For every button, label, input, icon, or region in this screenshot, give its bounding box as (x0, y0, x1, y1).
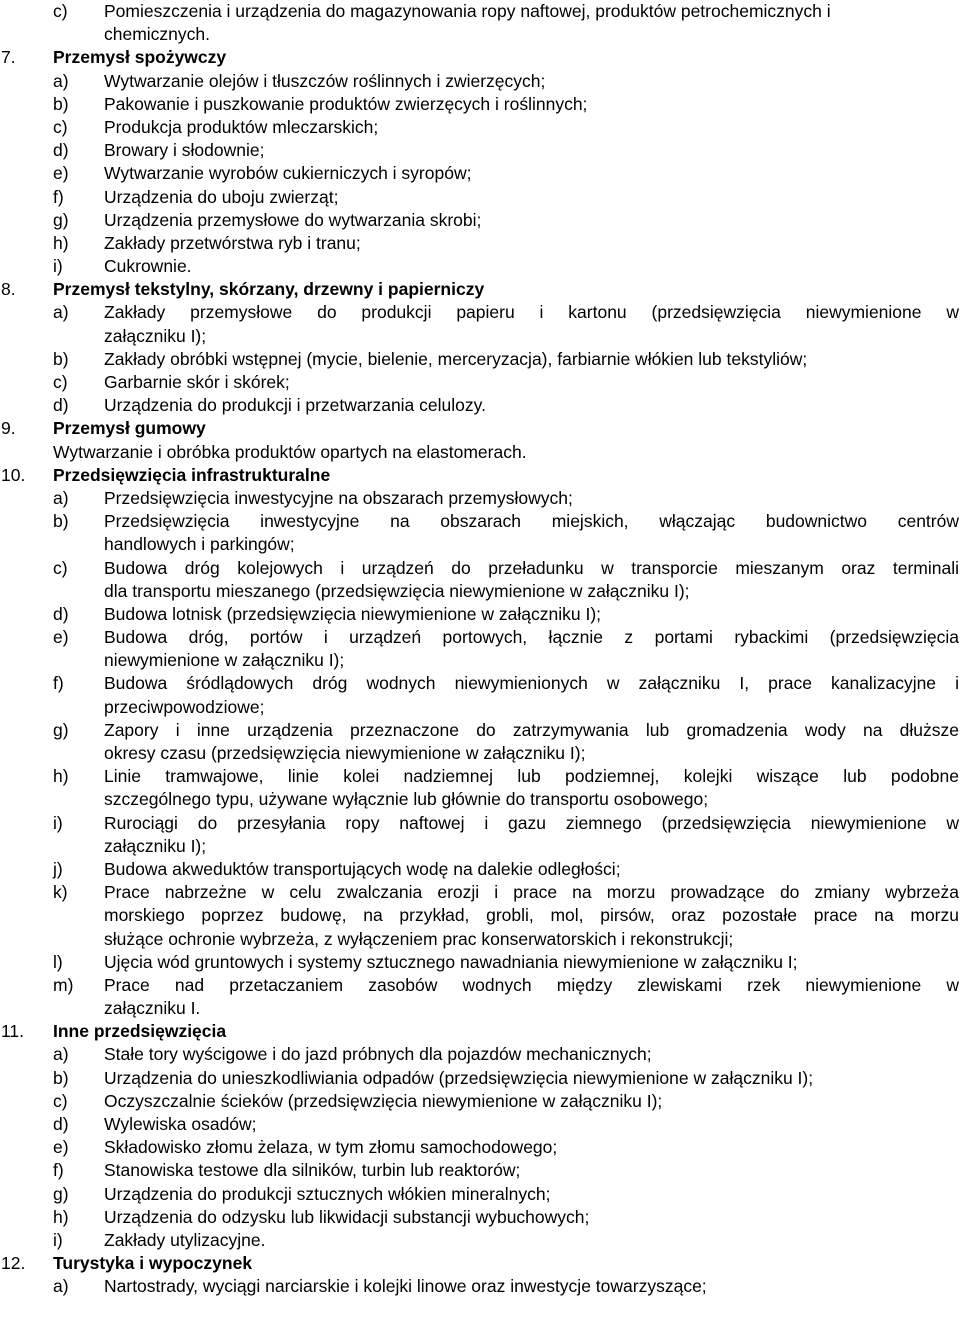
list-item (0, 812, 960, 835)
section-heading (0, 1252, 960, 1275)
list-item-letter: b) (53, 1067, 69, 1088)
list-item-continuation-text: przeciwpowodziowe; (104, 696, 265, 717)
list-item-text: Linie tramwajowe, linie kolei nadziemnej lub podziemnej, kolejki wiszące lub podobne (104, 766, 959, 787)
list-item-text: Pakowanie i puszkowanie produktów zwierzęcych i roślinnych; (104, 93, 588, 114)
list-item-letter: b) (53, 348, 69, 369)
list-item (0, 765, 960, 788)
list-item-continuation-text: morskiego poprzez budowę, na przykład, grobli, mol, pirsów, oraz pozostałe prace na morzu (104, 905, 959, 926)
list-item-continuation (0, 788, 960, 811)
list-item (0, 1275, 960, 1298)
list-item-letter: i) (53, 812, 63, 833)
list-item-text: Stałe tory wyścigowe i do jazd próbnych dla pojazdów mechanicznych; (104, 1044, 652, 1065)
list-item-text: Urządzenia do produkcji i przetwarzania celulozy. (104, 395, 486, 416)
list-item (0, 1067, 960, 1090)
list-item-text: Budowa dróg kolejowych i urządzeń do przeładunku w transporcie mieszanym oraz terminali (104, 557, 959, 578)
list-item-letter: m) (53, 974, 74, 995)
list-item-letter: c) (53, 557, 68, 578)
list-item (0, 881, 960, 904)
list-item-letter: g) (53, 1183, 69, 1204)
list-item-text: Przedsięwzięcia inwestycyjne na obszarach miejskich, włączając budownictwo centrów (104, 511, 959, 532)
list-item (0, 1229, 960, 1252)
list-item-continuation-text: dla transportu mieszanego (przedsięwzięcia niewymienione w załączniku I); (104, 580, 690, 601)
list-item-letter: h) (53, 232, 69, 253)
list-item (0, 951, 960, 974)
list-item-continuation (0, 742, 960, 765)
list-item (0, 186, 960, 209)
list-item-letter: f) (53, 673, 64, 694)
list-item-letter: h) (53, 1206, 69, 1227)
list-item (0, 209, 960, 232)
list-item (0, 1159, 960, 1182)
list-item (0, 0, 960, 23)
list-item-text: Wylewiska osadów; (104, 1114, 257, 1134)
list-item-letter: c) (53, 1, 68, 21)
list-item-continuation (0, 696, 960, 719)
list-item-text: Zakłady utylizacyjne. (104, 1229, 266, 1250)
section-number: 8. (1, 279, 16, 300)
section-number: 12. (1, 1253, 26, 1274)
list-item-letter: f) (53, 186, 64, 207)
list-item-text: Rurociągi do przesyłania ropy naftowej i gazu ziemnego (przedsięwzięcia niewymienione w (104, 812, 959, 833)
list-item-letter: i) (53, 1229, 63, 1250)
list-item-text: Urządzenia do uboju zwierząt; (104, 186, 339, 207)
list-item-letter: d) (53, 140, 69, 161)
section-title: Przemysł spożywczy (53, 47, 227, 68)
list-item-continuation (0, 997, 960, 1020)
list-item-text: Produkcja produktów mleczarskich; (104, 116, 379, 137)
list-item-continuation-text: chemicznych. (104, 24, 211, 45)
list-item-letter: a) (53, 302, 69, 323)
list-item (0, 1183, 960, 1206)
list-item (0, 139, 960, 162)
list-item-text: Urządzenia do unieszkodliwiania odpadów (przedsięwzięcia niewymienione w załączniku I); (104, 1067, 814, 1088)
section-title: Przedsięwzięcia infrastrukturalne (53, 464, 331, 485)
section-heading (0, 1020, 960, 1043)
list-item (0, 301, 960, 324)
list-item-letter: h) (53, 766, 69, 787)
list-item-continuation (0, 649, 960, 672)
list-item-continuation (0, 928, 960, 951)
list-item-text: Stanowiska testowe dla silników, turbin lub reaktorów; (104, 1160, 521, 1181)
list-item-letter: g) (53, 719, 69, 740)
list-item-text: Pomieszczenia i urządzenia do magazynowania ropy naftowej, produktów petrochemicznych i (104, 1, 831, 21)
list-item-text: Urządzenia do produkcji sztucznych włókien mineralnych; (104, 1183, 551, 1204)
section-title: Inne przedsięwzięcia (53, 1021, 227, 1042)
list-item (0, 255, 960, 278)
section-number: 7. (1, 47, 16, 68)
section-description (0, 441, 960, 464)
list-item (0, 1090, 960, 1113)
section-description-text: Wytwarzanie i obróbka produktów opartych na elastomerach. (53, 441, 527, 462)
list-item (0, 603, 960, 626)
list-item-letter: a) (53, 1044, 69, 1065)
list-item-text: Budowa lotnisk (przedsięwzięcia niewymienione w załączniku I); (104, 603, 602, 624)
list-item-text: Ujęcia wód gruntowych i systemy sztucznego nawadniania niewymienione w załączniku I; (104, 951, 798, 972)
list-item-text: Zakłady przemysłowe do produkcji papieru i kartonu (przedsięwzięcia niewymienione w (104, 302, 959, 323)
list-item (0, 348, 960, 371)
list-item-letter: d) (53, 603, 69, 624)
list-item-continuation (0, 904, 960, 927)
section-number: 10. (1, 464, 26, 485)
list-item-letter: a) (53, 1276, 69, 1297)
list-item (0, 116, 960, 139)
list-item (0, 1206, 960, 1229)
section-heading (0, 464, 960, 487)
list-item-text: Budowa akweduktów transportujących wodę na dalekie odległości; (104, 858, 621, 879)
list-item-text: Urządzenia do odzysku lub likwidacji substancji wybuchowych; (104, 1206, 590, 1227)
list-item-letter: e) (53, 1137, 69, 1158)
list-item-continuation-text: szczególnego typu, używane wyłącznie lub głównie do transportu osobowego; (104, 789, 709, 810)
section-title: Przemysł tekstylny, skórzany, drzewny i papierniczy (53, 279, 485, 300)
list-item (0, 487, 960, 510)
list-item-continuation-text: okresy czasu (przedsięwzięcia niewymienione w załączniku I); (104, 743, 586, 763)
list-item (0, 394, 960, 417)
list-item-letter: a) (53, 487, 69, 508)
list-item-letter: d) (53, 395, 69, 416)
list-item (0, 1113, 960, 1136)
list-item-text: Urządzenia przemysłowe do wytwarzania skrobi; (104, 209, 482, 230)
list-item-text: Browary i słodownie; (104, 140, 265, 161)
list-item (0, 672, 960, 695)
list-item-continuation-text: służące ochronie wybrzeża, z wyłączeniem prac konserwatorskich i rekonstrukcji; (104, 928, 734, 949)
list-item (0, 974, 960, 997)
list-item-text: Budowa dróg, portów i urządzeń portowych, łącznie z portami rybackimi (przedsięwzięcia (104, 627, 959, 648)
list-item-letter: e) (53, 627, 69, 648)
list-item-text: Przedsięwzięcia inwestycyjne na obszarach przemysłowych; (104, 487, 573, 508)
list-item-text: Składowisko złomu żelaza, w tym złomu samochodowego; (104, 1137, 558, 1158)
section-title: Przemysł gumowy (53, 418, 206, 439)
list-item-continuation (0, 23, 960, 46)
section-number: 9. (1, 418, 16, 439)
list-item (0, 232, 960, 255)
list-item-text: Budowa śródlądowych dróg wodnych niewymienionych w załączniku I, prace kanalizacyjne i (104, 673, 959, 694)
list-item-letter: b) (53, 511, 69, 532)
list-item (0, 93, 960, 116)
list-item (0, 510, 960, 533)
list-item-text: Cukrownie. (104, 256, 192, 277)
list-item-letter: e) (53, 163, 69, 184)
list-item-text: Wytwarzanie olejów i tłuszczów roślinnych i zwierzęcych; (104, 70, 546, 91)
list-item-letter: d) (53, 1114, 69, 1134)
list-item-text: Zakłady obróbki wstępnej (mycie, bielenie, merceryzacja), farbiarnie włókien lub tekstyliów; (104, 348, 808, 369)
section-heading (0, 417, 960, 440)
list-item-continuation-text: załączniku I); (104, 325, 207, 346)
list-item-continuation (0, 580, 960, 603)
list-item-continuation (0, 325, 960, 348)
list-item-text: Garbarnie skór i skórek; (104, 372, 290, 392)
list-item-text: Zakłady przetwórstwa ryb i tranu; (104, 232, 361, 253)
list-item-text: Prace nabrzeżne w celu zwalczania erozji i prace na morzu prowadzące do zmiany wybrzeża (104, 882, 959, 903)
section-heading (0, 278, 960, 301)
list-item (0, 162, 960, 185)
list-item (0, 626, 960, 649)
section-heading (0, 46, 960, 69)
list-item-letter: l) (53, 951, 63, 972)
list-item-continuation (0, 533, 960, 556)
list-item (0, 1136, 960, 1159)
list-item-continuation-text: handlowych i parkingów; (104, 534, 295, 555)
list-item-letter: c) (53, 372, 68, 392)
list-item-continuation (0, 835, 960, 858)
list-item-text: Zapory i inne urządzenia przeznaczone do zatrzymywania lub gromadzenia wody na dłuższe (104, 719, 959, 740)
list-item (0, 70, 960, 93)
list-item (0, 371, 960, 394)
list-item-letter: f) (53, 1160, 64, 1181)
list-item-text: Oczyszczalnie ścieków (przedsięwzięcia niewymienione w załączniku I); (104, 1090, 663, 1111)
list-item (0, 858, 960, 881)
section-title: Turystyka i wypoczynek (53, 1253, 253, 1274)
list-item-continuation-text: załączniku I. (104, 998, 201, 1019)
list-item-letter: c) (53, 1090, 68, 1111)
list-item-letter: a) (53, 70, 69, 91)
list-item-text: Nartostrady, wyciągi narciarskie i kolejki linowe oraz inwestycje towarzyszące; (104, 1276, 707, 1297)
list-item-letter: c) (53, 116, 68, 137)
list-item-letter: j) (53, 858, 63, 879)
section-number: 11. (1, 1021, 25, 1042)
list-item-letter: i) (53, 256, 63, 277)
list-item (0, 557, 960, 580)
list-item-continuation-text: załączniku I); (104, 835, 207, 856)
list-item-letter: b) (53, 93, 69, 114)
list-item-letter: k) (53, 882, 68, 903)
list-item (0, 1043, 960, 1066)
list-item-text: Prace nad przetaczaniem zasobów wodnych między zlewiskami rzek niewymienione w (104, 974, 959, 995)
list-item-continuation-text: niewymienione w załączniku I); (104, 650, 345, 671)
list-item-letter: g) (53, 209, 69, 230)
list-item-text: Wytwarzanie wyrobów cukierniczych i syropów; (104, 163, 472, 184)
list-item (0, 719, 960, 742)
